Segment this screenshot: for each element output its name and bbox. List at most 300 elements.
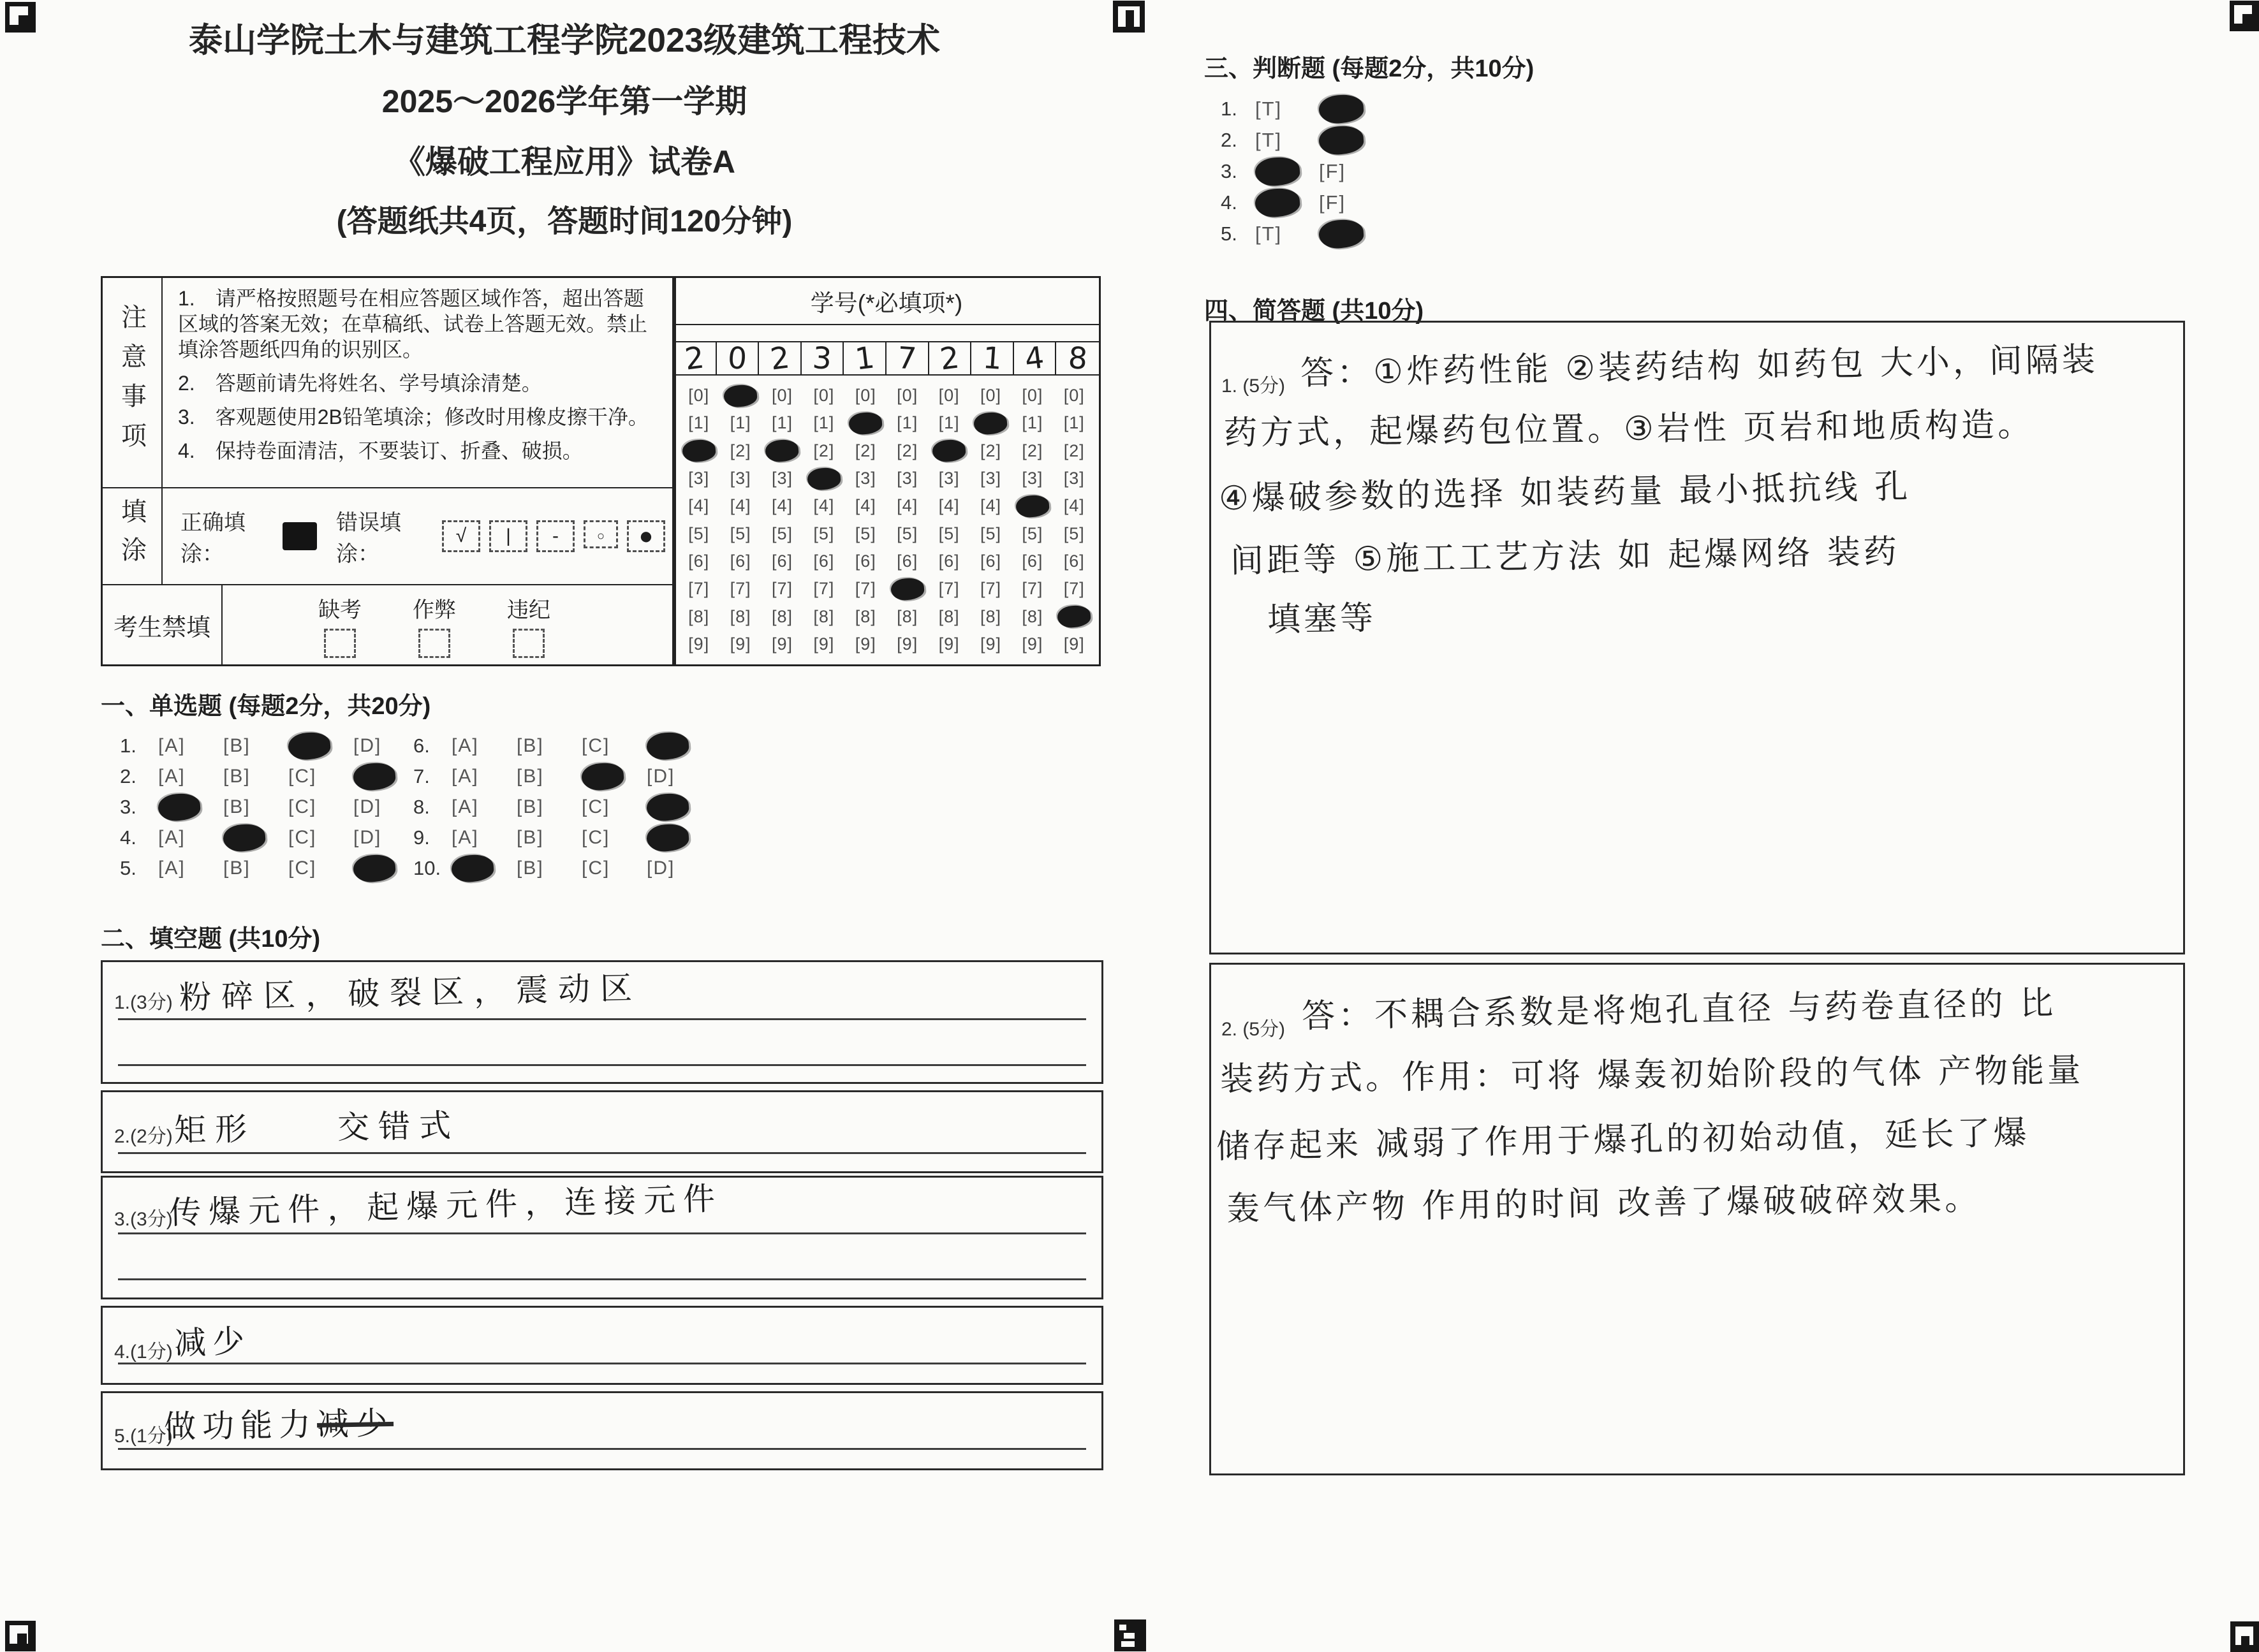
handwritten-line: 装药方式。作用：可将 爆轰初始阶段的气体 产物能量	[1219, 1051, 2084, 1099]
id-bubble-filled-col3	[762, 437, 803, 465]
id-bubble: [9]	[730, 634, 751, 654]
mcq-option-A: [A]	[452, 827, 479, 848]
registration-mark-top-middle	[1113, 1, 1145, 33]
mcq-option-A: [A]	[452, 735, 479, 756]
mcq-column-2	[413, 731, 712, 884]
forbidden-checkboxes	[223, 585, 674, 664]
mcq-option-C: [C]	[582, 796, 610, 817]
id-bubble: [1]	[938, 413, 960, 433]
answer-line	[118, 1018, 1086, 1020]
pencil-mark	[223, 823, 267, 853]
registration-mark-top-left	[5, 2, 36, 33]
question-number: 10.	[413, 857, 441, 879]
tf-answer-filled-F	[1319, 126, 1383, 154]
mcq-question-6	[413, 731, 712, 761]
mcq-answer-filled-D	[353, 855, 418, 882]
fill-blank-box-1	[101, 960, 1103, 1084]
section-header-mcq: 一、单选题 (每题2分，共20分)	[101, 693, 431, 720]
handwritten-digit: 0	[726, 340, 748, 377]
id-bubble: [9]	[855, 634, 876, 654]
id-bubble: [2]	[730, 441, 751, 460]
fill-blank-box-2	[101, 1090, 1103, 1173]
section-header-short-answer: 四、简答题 (共10分)	[1204, 298, 1424, 325]
handwritten-line: 填塞等	[1267, 599, 1377, 640]
id-bubble: [8]	[980, 606, 1001, 626]
id-digit-cell-7	[929, 342, 972, 376]
id-bubble: [9]	[771, 634, 793, 654]
answer-line	[118, 1152, 1086, 1154]
id-bubble: [3]	[771, 469, 793, 488]
mcq-option-B: [B]	[223, 858, 251, 879]
student-id-bubble-grid	[678, 382, 1095, 658]
id-bubble: [8]	[938, 606, 960, 626]
answer-line	[118, 1363, 1086, 1364]
question-number: 1.	[120, 735, 136, 757]
fill-blank-box-5	[101, 1391, 1103, 1470]
id-bubble: [1]	[771, 413, 793, 433]
id-bubble: [5]	[938, 523, 960, 543]
mcq-option-C: [C]	[288, 827, 317, 848]
fill-blank-answer-2: 矩形 交错式	[173, 1107, 460, 1149]
id-bubble: [6]	[897, 551, 918, 571]
mcq-option-C: [C]	[582, 735, 610, 756]
id-bubble: [2]	[855, 441, 876, 460]
handwritten-line: 药方式，起爆药包位置。③岩性 页岩和地质构造。	[1223, 406, 2035, 453]
id-bubble: [1]	[730, 413, 751, 433]
id-bubble: [0]	[938, 386, 960, 406]
struck-text: 减少	[316, 1404, 394, 1443]
pencil-mark	[158, 793, 202, 822]
handwritten-digit: 2	[938, 340, 962, 377]
id-bubble: [6]	[771, 551, 793, 571]
id-bubble: [1]	[897, 413, 918, 433]
id-bubble: [8]	[813, 606, 835, 626]
mcq-question-10	[413, 853, 712, 884]
handwritten-line: 储存起来 减弱了作用于爆孔的初始动值，延长了爆	[1216, 1113, 2031, 1167]
question-number: 7.	[413, 765, 430, 787]
notice-table	[101, 276, 676, 666]
mcq-answer-filled-D	[353, 763, 418, 790]
fill-example-row	[103, 488, 674, 585]
pencil-mark	[1015, 494, 1050, 518]
forbidden-checkbox	[418, 629, 450, 658]
id-bubble: [6]	[1063, 551, 1085, 571]
mcq-answer-filled-A	[452, 855, 517, 882]
mcq-option-D: [D]	[647, 858, 675, 879]
id-bubble: [1]	[1022, 413, 1043, 433]
id-bubble: [7]	[1022, 579, 1043, 599]
pencil-mark	[973, 411, 1008, 435]
registration-mark-top-right	[2230, 1, 2259, 31]
short-answer-box-1	[1209, 321, 2185, 954]
id-bubble: [7]	[938, 579, 960, 599]
question-number: 2.	[120, 765, 136, 787]
question-number: 5.	[1221, 222, 1237, 245]
fill-blank-label-1: 1.(3分)	[114, 992, 173, 1013]
id-bubble: [5]	[855, 523, 876, 543]
id-bubble: [7]	[688, 579, 710, 599]
id-digit-cell-2	[717, 342, 760, 376]
tf-answer-filled-T	[1255, 189, 1319, 217]
short-answer-box-2	[1209, 963, 2185, 1475]
id-bubble: [0]	[771, 386, 793, 406]
registration-mark-bottom-left	[5, 1621, 36, 1651]
mcq-option-B: [B]	[517, 735, 544, 756]
id-bubble-filled-col1	[678, 437, 719, 465]
id-bubble: [8]	[688, 606, 710, 626]
pencil-mark	[581, 762, 625, 792]
handwritten-line: 答：①炸药性能 ②装药结构 如药包 大小，间隔装	[1300, 340, 2099, 393]
tf-answer-filled-F	[1319, 95, 1383, 123]
mcq-option-B: [B]	[517, 858, 544, 879]
correct-fill-sample	[283, 522, 317, 550]
mcq-option-B: [B]	[517, 766, 544, 787]
fill-side-label: 填涂	[103, 488, 163, 584]
answer-line	[118, 1232, 1086, 1234]
mcq-option-B: [B]	[223, 735, 251, 756]
exam-title-line-1: 泰山学院土木与建筑工程学院2023级建筑工程技术	[189, 22, 940, 59]
id-bubble: [9]	[980, 634, 1001, 654]
question-number: 3.	[120, 796, 136, 818]
id-bubble: [4]	[771, 496, 793, 516]
mcq-option-A: [A]	[158, 766, 186, 787]
id-digit-cell-4	[802, 342, 844, 376]
id-bubble: [2]	[980, 441, 1001, 460]
id-bubble: [8]	[855, 606, 876, 626]
question-number: 8.	[413, 796, 430, 818]
notice-item-1: 1. 请严格按照题号在相应答题区域作答，超出答题区域的答案无效；在草稿纸、试卷上答题无效。禁止填涂答题纸四角的识别区。	[178, 287, 648, 361]
student-id-table	[672, 276, 1101, 666]
notice-item-3: 3. 客观题使用2B铅笔填涂；修改时用橡皮擦干净。	[178, 406, 649, 428]
id-bubble: [9]	[1022, 634, 1043, 654]
fill-example-content	[163, 488, 674, 584]
id-bubble: [6]	[688, 551, 710, 571]
id-bubble: [7]	[1063, 579, 1085, 599]
fill-blank-answer-4: 减少	[173, 1322, 252, 1363]
section-header-true-false: 三、判断题 (每题2分，共10分)	[1204, 55, 1534, 82]
notice-item-4: 4. 保持卷面清洁，不要装订、折叠、破损。	[178, 439, 583, 462]
wrong-fill-sample-4: ○	[584, 520, 618, 548]
question-number: 5.	[120, 857, 136, 879]
mcq-question-2	[120, 761, 418, 792]
exam-title-line-3: 《爆破工程应用》试卷A	[393, 144, 736, 180]
question-number: 4.	[120, 826, 136, 849]
fill-blank-answer-1: 粉碎区，破裂区，震动区	[179, 969, 643, 1016]
id-bubble-filled-col9	[1012, 492, 1053, 520]
forbidden-checkbox	[513, 629, 545, 658]
mcq-option-D: [D]	[353, 735, 382, 756]
id-bubble: [1]	[813, 413, 835, 433]
id-bubble: [7]	[771, 579, 793, 599]
pencil-mark	[646, 823, 690, 853]
id-bubble: [2]	[897, 441, 918, 460]
handwritten-digit: 3	[811, 340, 833, 377]
forbidden-col-1	[318, 592, 362, 658]
id-bubble-filled-col8	[970, 409, 1012, 437]
id-bubble: [4]	[938, 496, 960, 516]
handwritten-digit: 2	[768, 340, 791, 377]
tf-option-T: [T]	[1255, 222, 1283, 245]
fill-blank-answer-3: 传爆元件，起爆元件，连接元件	[168, 1180, 723, 1232]
handwritten-digit: 1	[853, 340, 876, 377]
id-bubble: [3]	[1063, 469, 1085, 488]
id-bubble: [3]	[1022, 469, 1043, 488]
id-bubble: [3]	[980, 469, 1001, 488]
pencil-mark	[1318, 218, 1365, 249]
fill-blank-label-2: 2.(2分)	[114, 1126, 173, 1147]
id-bubble: [0]	[980, 386, 1001, 406]
question-number: 9.	[413, 826, 430, 849]
fill-blank-answer-5: 做功能力减少	[163, 1404, 394, 1446]
student-id-header: 学号(*必填项*)	[674, 278, 1099, 325]
id-bubble: [9]	[938, 634, 960, 654]
id-bubble: [2]	[1022, 441, 1043, 460]
id-bubble: [1]	[1063, 413, 1085, 433]
section-header-fill-blank: 二、填空题 (共10分)	[101, 926, 321, 953]
id-digit-cell-1	[674, 342, 717, 376]
handwritten-line: 轰气体产物 作用的时间 改善了爆破破碎效果。	[1226, 1179, 1982, 1229]
id-bubble: [8]	[771, 606, 793, 626]
mcq-question-5	[120, 853, 418, 884]
handwritten-digit: 2	[683, 340, 707, 377]
tf-question-1	[1221, 93, 1383, 124]
id-bubble-filled-col6	[887, 575, 928, 603]
pencil-mark	[682, 439, 716, 463]
forbidden-label: 考生禁填	[103, 585, 223, 664]
id-bubble: [0]	[897, 386, 918, 406]
mcq-option-C: [C]	[582, 827, 610, 848]
id-bubble: [5]	[771, 523, 793, 543]
mcq-question-1	[120, 731, 418, 761]
mcq-answer-filled-B	[223, 824, 288, 851]
fill-blank-box-4	[101, 1306, 1103, 1385]
mcq-question-9	[413, 822, 712, 853]
id-bubble: [5]	[688, 523, 710, 543]
pencil-mark	[1057, 604, 1091, 629]
mcq-option-A: [A]	[158, 735, 186, 756]
registration-mark-bottom-middle	[1114, 1619, 1146, 1651]
registration-mark-bottom-right	[2230, 1621, 2259, 1652]
pencil-mark	[765, 439, 799, 463]
handwritten-digit: 8	[1066, 340, 1089, 377]
true-false-list	[1221, 93, 1383, 249]
mcq-option-D: [D]	[353, 827, 382, 848]
pencil-mark	[890, 577, 925, 601]
mcq-column-1	[120, 731, 418, 884]
id-bubble: [8]	[730, 606, 751, 626]
id-bubble-filled-col2	[719, 382, 761, 409]
question-number: 1.	[1221, 97, 1237, 120]
id-bubble-filled-col10	[1054, 603, 1095, 630]
mcq-option-B: [B]	[517, 796, 544, 817]
handwritten-line: ④爆破参数的选择 如装药量 最小抵抗线 孔	[1218, 467, 1911, 518]
wrong-fill-label: 错误填涂：	[336, 511, 401, 566]
id-digit-cell-10	[1056, 342, 1099, 376]
id-bubble: [4]	[980, 496, 1001, 516]
tf-option-T: [T]	[1255, 97, 1283, 120]
id-digit-cell-9	[1014, 342, 1057, 376]
fill-blank-label-4: 4.(1分)	[114, 1341, 173, 1363]
id-bubble: [6]	[855, 551, 876, 571]
forbidden-checkbox	[324, 629, 356, 658]
pencil-mark	[353, 854, 397, 884]
wrong-fill-sample-3: -	[536, 520, 575, 552]
id-bubble: [5]	[1022, 523, 1043, 543]
tf-question-2	[1221, 124, 1383, 156]
pencil-mark	[932, 439, 966, 463]
tf-option-F: [F]	[1319, 159, 1346, 182]
id-bubble: [7]	[855, 579, 876, 599]
id-bubble-filled-col4	[803, 465, 844, 492]
id-bubble: [9]	[1063, 634, 1085, 654]
id-bubble: [6]	[938, 551, 960, 571]
tf-answer-filled-F	[1319, 220, 1383, 248]
id-bubble: [5]	[980, 523, 1001, 543]
mcq-option-C: [C]	[288, 858, 317, 879]
answer-line	[118, 1448, 1086, 1450]
id-bubble: [9]	[897, 634, 918, 654]
handwritten-digit: 1	[981, 340, 1003, 377]
short-answer-label-2: 2. (5分)	[1221, 1019, 1286, 1040]
pencil-mark	[1318, 93, 1365, 124]
id-bubble: [4]	[1063, 496, 1085, 516]
wrong-fill-sample-2: |	[489, 520, 527, 552]
wrong-fill-samples	[442, 520, 674, 552]
id-bubble: [3]	[897, 469, 918, 488]
id-bubble: [8]	[1022, 606, 1043, 626]
pencil-mark	[723, 384, 758, 408]
id-bubble: [3]	[688, 469, 710, 488]
pencil-mark	[451, 854, 495, 884]
id-bubble: [4]	[813, 496, 835, 516]
id-bubble: [0]	[688, 386, 710, 406]
mcq-answer-filled-C	[288, 733, 353, 759]
forbidden-col-3	[507, 592, 550, 658]
answer-line	[118, 1064, 1086, 1066]
student-id-handwritten-row	[674, 341, 1099, 376]
pencil-mark	[353, 762, 397, 792]
notice-item-2: 2. 答题前请先将姓名、学号填涂清楚。	[178, 372, 542, 395]
question-number: 4.	[1221, 191, 1237, 214]
mcq-option-D: [D]	[353, 796, 382, 817]
id-digit-cell-5	[844, 342, 887, 376]
forbidden-item-label: 作弊	[413, 597, 456, 622]
tf-question-3	[1221, 156, 1383, 187]
question-number: 2.	[1221, 128, 1237, 151]
mcq-option-C: [C]	[582, 858, 610, 879]
mcq-option-C: [C]	[288, 766, 317, 787]
notice-instructions-row	[103, 278, 674, 488]
handwritten-digit: 4	[1022, 340, 1047, 377]
correct-fill-label: 正确填涂：	[180, 511, 246, 566]
mcq-answer-filled-A	[158, 794, 223, 821]
notice-side-label: 注意事项	[103, 278, 163, 487]
pencil-mark	[646, 731, 690, 761]
mcq-option-B: [B]	[223, 796, 251, 817]
id-bubble: [9]	[813, 634, 835, 654]
id-bubble: [1]	[688, 413, 710, 433]
handwritten-line: 答：不耦合系数是将炮孔直径 与药卷直径的 比	[1301, 984, 2057, 1036]
mcq-answer-filled-D	[647, 733, 712, 759]
id-digit-cell-3	[759, 342, 802, 376]
mcq-option-D: [D]	[647, 766, 675, 787]
id-bubble: [4]	[897, 496, 918, 516]
exam-title-line-2: 2025～2026学年第一学期	[381, 84, 747, 119]
id-bubble: [5]	[730, 523, 751, 543]
fill-blank-box-3	[101, 1176, 1103, 1299]
id-bubble-filled-col5	[845, 409, 887, 437]
tf-answer-filled-T	[1255, 157, 1319, 186]
pencil-mark	[807, 467, 841, 491]
mcq-option-B: [B]	[517, 827, 544, 848]
id-bubble: [6]	[730, 551, 751, 571]
exam-title-line-4: (答题纸共4页，答题时间120分钟)	[336, 205, 793, 238]
mcq-answer-filled-D	[647, 794, 712, 821]
id-bubble: [8]	[897, 606, 918, 626]
forbidden-item-label: 违纪	[507, 597, 550, 622]
mcq-option-A: [A]	[158, 827, 186, 848]
forbidden-item-label: 缺考	[318, 597, 362, 622]
mcq-option-A: [A]	[158, 858, 186, 879]
exam-title-block	[96, 10, 1033, 251]
id-bubble: [5]	[813, 523, 835, 543]
id-bubble: [0]	[1063, 386, 1085, 406]
fill-blank-label-5: 5.(1分)	[114, 1426, 173, 1447]
mcq-question-8	[413, 792, 712, 822]
id-bubble: [3]	[730, 469, 751, 488]
mcq-question-4	[120, 822, 418, 853]
forbidden-col-2	[413, 592, 456, 658]
tf-option-T: [T]	[1255, 128, 1283, 151]
id-bubble: [7]	[813, 579, 835, 599]
id-digit-cell-8	[971, 342, 1014, 376]
handwritten-digit: 7	[896, 340, 918, 377]
pencil-mark	[1255, 187, 1301, 218]
wrong-fill-sample-1: √	[442, 520, 480, 552]
id-bubble: [2]	[1063, 441, 1085, 460]
answer-line	[118, 1278, 1086, 1280]
short-answer-label-1: 1. (5分)	[1221, 376, 1286, 397]
pencil-mark	[646, 793, 690, 822]
tf-question-4	[1221, 187, 1383, 218]
mcq-option-C: [C]	[288, 796, 317, 817]
id-bubble: [4]	[730, 496, 751, 516]
id-bubble: [5]	[1063, 523, 1085, 543]
tf-option-F: [F]	[1319, 191, 1346, 214]
id-bubble: [3]	[855, 469, 876, 488]
pencil-mark	[848, 411, 883, 435]
mcq-option-A: [A]	[452, 766, 479, 787]
notice-items	[163, 278, 674, 487]
mcq-option-B: [B]	[223, 766, 251, 787]
id-bubble: [3]	[938, 469, 960, 488]
id-bubble: [7]	[980, 579, 1001, 599]
mcq-question-3	[120, 792, 418, 822]
id-bubble: [2]	[813, 441, 835, 460]
id-bubble-filled-col7	[928, 437, 969, 465]
id-bubble: [5]	[897, 523, 918, 543]
question-number: 3.	[1221, 159, 1237, 182]
id-bubble: [4]	[688, 496, 710, 516]
id-bubble: [6]	[813, 551, 835, 571]
examinee-forbidden-row	[103, 585, 674, 664]
id-bubble: [0]	[1022, 386, 1043, 406]
id-bubble: [7]	[730, 579, 751, 599]
mcq-question-7	[413, 761, 712, 792]
tf-question-5	[1221, 218, 1383, 249]
handwritten-line: 间距等 ⑤施工工艺方法 如 起爆网络 装药	[1230, 532, 1901, 581]
fill-blank-label-3: 3.(3分)	[114, 1209, 173, 1230]
